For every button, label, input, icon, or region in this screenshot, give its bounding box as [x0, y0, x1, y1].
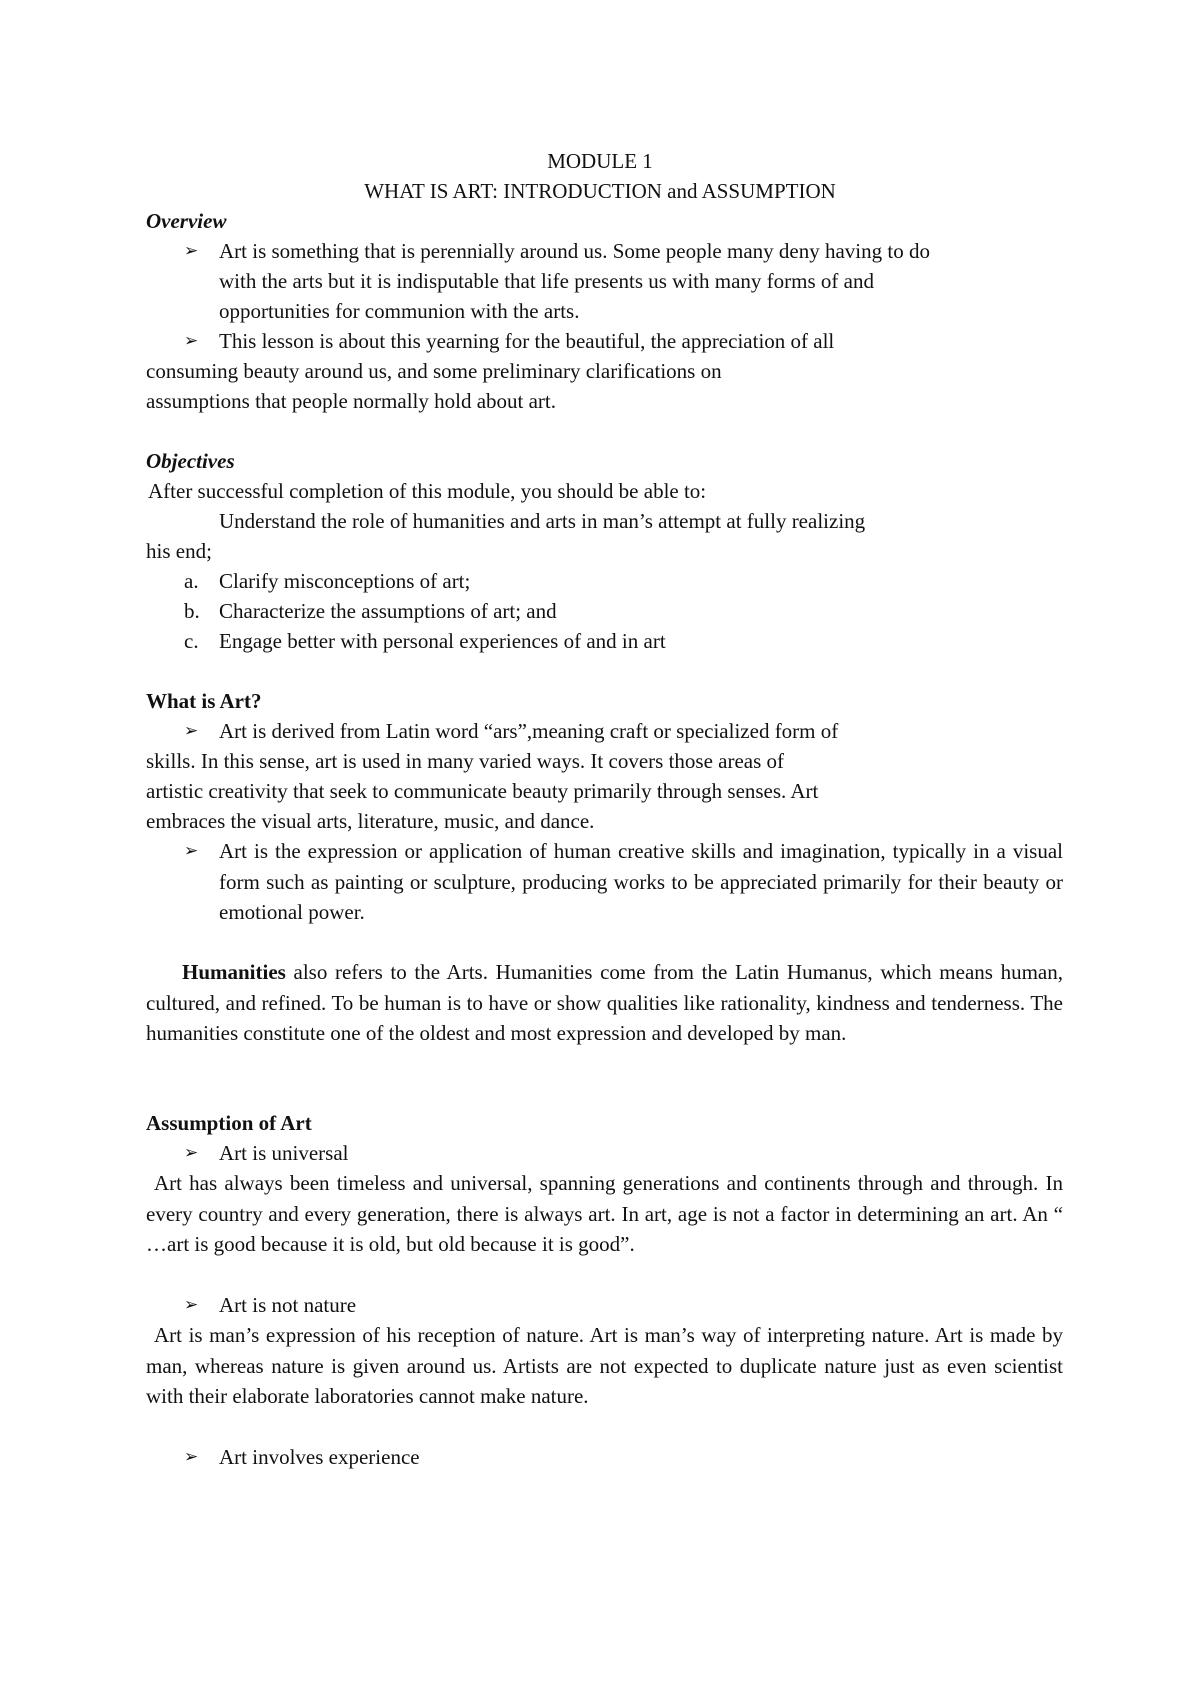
objectives-heading: Objectives — [146, 449, 235, 473]
overview-bullet-2-line-2: consuming beauty around us, and some preliminary clarifications on — [146, 359, 722, 383]
overview-heading: Overview — [146, 209, 227, 233]
what-is-art-bullet-1-line-2: skills. In this sense, art is used in many varied ways. It covers those areas of — [146, 749, 785, 773]
arrowhead-bullet-icon: ➢ — [184, 841, 199, 861]
objective-first-line-1: Understand the role of humanities and arts in man’s attempt at fully realizing — [219, 509, 866, 533]
arrowhead-bullet-icon: ➢ — [184, 1295, 199, 1315]
arrowhead-bullet-icon: ➢ — [184, 331, 199, 351]
overview-bullet-2-line-1: This lesson is about this yearning for the beautiful, the appreciation of all — [219, 329, 835, 353]
overview-bullet-1-line-3: opportunities for communion with the arts. — [219, 299, 580, 323]
module-number: MODULE 1 — [547, 149, 653, 173]
what-is-art-bullet-1-line-3: artistic creativity that seek to communicate beauty primarily through senses. Art — [146, 779, 819, 803]
objective-label-c: c. — [184, 629, 199, 653]
overview-bullet-1-line-2: with the arts but it is indisputable that life presents us with many forms of and — [219, 269, 874, 293]
overview-bullet-1-line-1: Art is something that is perennially around us. Some people many deny having to do — [219, 239, 930, 263]
humanities-term: Humanities — [182, 960, 286, 984]
what-is-art-heading: What is Art? — [146, 689, 262, 713]
overview-bullet-2-line-3: assumptions that people normally hold about art. — [146, 389, 557, 413]
objective-first-line-2: his end; — [146, 539, 212, 563]
what-is-art-bullet-1-line-1: Art is derived from Latin word “ars”,meaning craft or specialized form of — [219, 719, 839, 743]
objective-text-a: Clarify misconceptions of art; — [219, 569, 471, 593]
objectives-intro: After successful completion of this module, you should be able to: — [148, 479, 707, 503]
arrowhead-bullet-icon: ➢ — [184, 721, 199, 741]
arrowhead-bullet-icon: ➢ — [184, 1447, 199, 1467]
what-is-art-bullet-2: Art is the expression or application of human creative skills and imagination, typically in a visual form such as painting or sculpture, producing works to be appreciated primarily for their beauty or emotional power. — [219, 839, 1063, 924]
what-is-art-bullet-1-line-4: embraces the visual arts, literature, music, and dance. — [146, 809, 595, 833]
page-title: WHAT IS ART: INTRODUCTION and ASSUMPTION — [364, 179, 836, 203]
assumption-universal-text: Art has always been timeless and universal, spanning generations and continents through and through. In every country and every generation, there is always art. In art, age is not a factor in determining an art. An “ …art is good because it is old, but old because it is good”. — [146, 1171, 1063, 1256]
assumption-universal-title: Art is universal — [219, 1141, 349, 1165]
assumption-heading: Assumption of Art — [146, 1111, 312, 1135]
humanities-paragraph — [146, 957, 1063, 1049]
objective-text-b: Characterize the assumptions of art; and — [219, 599, 557, 623]
objective-text-c: Engage better with personal experiences of and in art — [219, 629, 666, 653]
assumption-nature-text: Art is man’s expression of his reception of nature. Art is man’s way of interpreting nature. Art is made by man, whereas nature is given around us. Artists are not expected to duplicate nature just as even scientist with their elaborate laboratories cannot make nature. — [146, 1323, 1063, 1408]
objective-label-a: a. — [184, 569, 199, 593]
assumption-nature-title: Art is not nature — [219, 1293, 357, 1317]
objective-label-b: b. — [184, 599, 200, 623]
arrowhead-bullet-icon: ➢ — [184, 1143, 199, 1163]
arrowhead-bullet-icon: ➢ — [184, 241, 199, 261]
humanities-text: also refers to the Arts. Humanities come from the Latin Humanus, which means human, cultured, and refined. To be human is to have or show qualities like rationality, kindness and tenderness. The humanities constitute one of the oldest and most expression and developed by man. — [146, 960, 1063, 1045]
assumption-experience-title: Art involves experience — [219, 1445, 420, 1469]
